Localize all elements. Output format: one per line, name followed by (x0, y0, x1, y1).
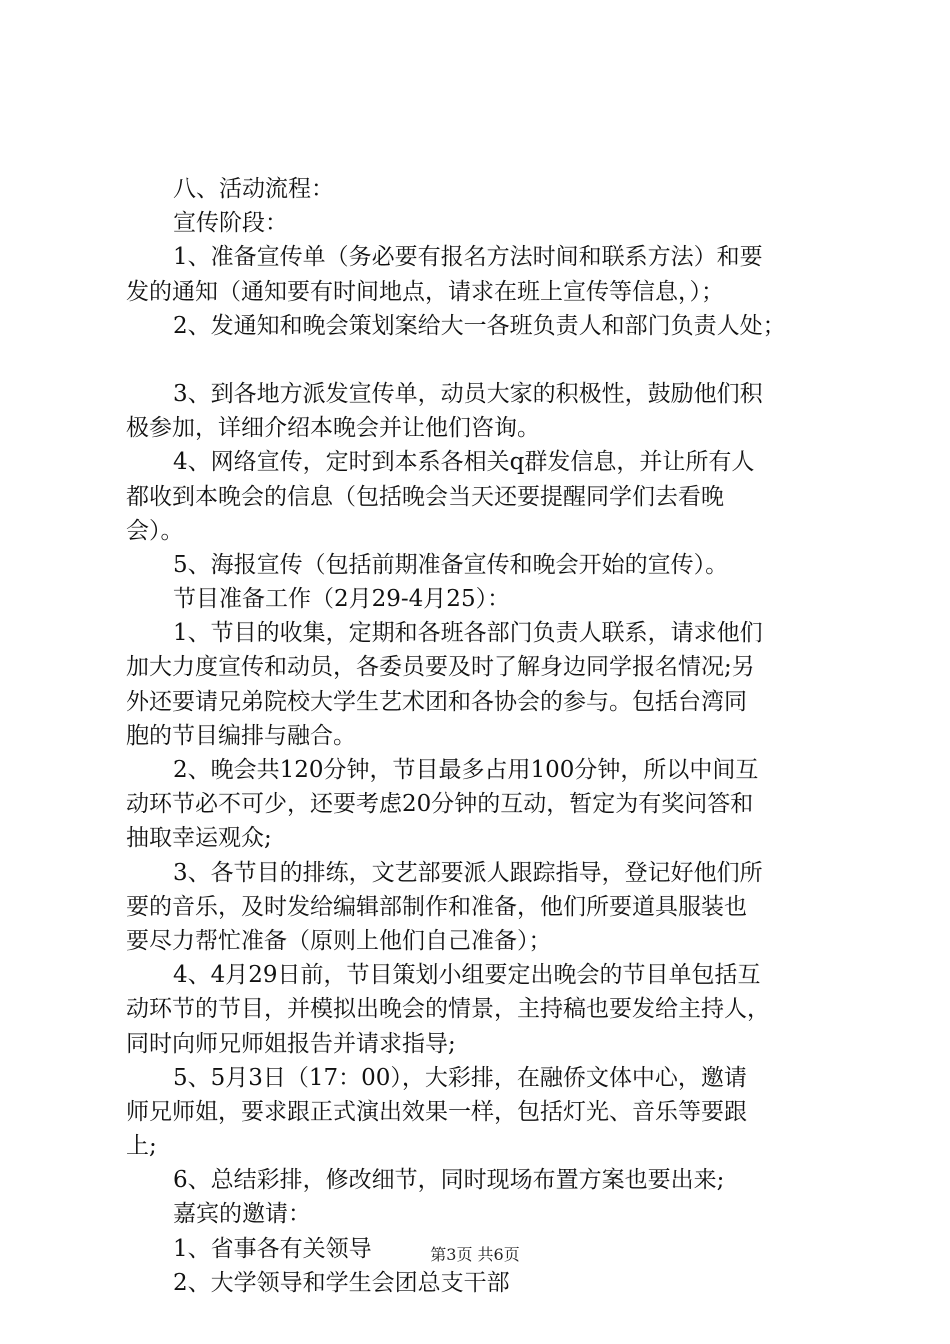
paragraph-line: 会）。 (126, 517, 184, 544)
paragraph-line: 加大力度宣传和动员，各委员要及时了解身边同学报名情况;另 (126, 654, 755, 681)
subheading-program-prep: 节目准备工作（2月29-4月25）： (173, 586, 511, 613)
section-heading: 八、活动流程： (173, 176, 334, 202)
paragraph-line: 发的通知（通知要有时间地点，请求在班上宣传等信息，）； (126, 278, 724, 305)
subheading-guests: 嘉宾的邀请： (173, 1201, 311, 1228)
paragraph-line: 5、5月3日（17：00），大彩排，在融侨文体中心，邀请 (173, 1064, 747, 1091)
paragraph-line: 6、总结彩排，修改细节，同时现场布置方案也要出来; (173, 1167, 725, 1194)
document-body (126, 172, 846, 1300)
paragraph-line: 2、发通知和晚会策划案给大一各班负责人和部门负责人处； (173, 312, 786, 339)
paragraph-line: 同时向师兄师姐报告并请求指导; (126, 1030, 456, 1057)
paragraph-line: 要的音乐，及时发给编辑部制作和准备，他们所要道具服装也 (126, 893, 747, 920)
paragraph-line: 师兄师姐，要求跟正式演出效果一样，包括灯光、音乐等要跟 (126, 1098, 747, 1125)
paragraph-line: 4、4月29日前，节目策划小组要定出晚会的节目单包括互 (173, 962, 761, 989)
paragraph-line: 2、晚会共120分钟，节目最多占用100分钟，所以中间互 (173, 757, 759, 783)
paragraph-line: 1、省事各有关领导 (173, 1235, 372, 1262)
subheading-publicity: 宣传阶段： (173, 210, 288, 237)
paragraph-line: 要尽力帮忙准备（原则上他们自己准备）； (126, 927, 552, 954)
paragraph-line: 4、网络宣传，定时到本系各相关q群发信息，并让所有人 (173, 449, 755, 476)
paragraph-line: 1、节目的收集，定期和各班各部门负责人联系，请求他们 (173, 620, 763, 647)
paragraph-line: 1、准备宣传单（务必要有报名方法时间和联系方法）和要 (173, 244, 763, 271)
paragraph-line: 极参加，详细介绍本晚会并让他们咨询。 (126, 415, 540, 442)
paragraph-line: 外还要请兄弟院校大学生艺术团和各协会的参与。包括台湾同 (126, 688, 747, 715)
paragraph-line: 5、海报宣传（包括前期准备宣传和晚会开始的宣传）。 (173, 551, 729, 578)
paragraph-line: 3、各节目的排练，文艺部要派人跟踪指导，登记好他们所 (173, 859, 763, 886)
paragraph-line: 上; (126, 1133, 157, 1160)
paragraph-line: 抽取幸运观众; (126, 825, 272, 852)
paragraph-line: 2、大学领导和学生会团总支干部 (173, 1269, 510, 1296)
paragraph-line: 都收到本晚会的信息（包括晚会当天还要提醒同学们去看晚 (126, 483, 724, 510)
paragraph-line: 动环节的节目，并模拟出晚会的情景，主持稿也要发给主持人， (126, 996, 770, 1023)
paragraph-line: 3、到各地方派发宣传单，动员大家的积极性，鼓励他们积 (173, 380, 763, 407)
paragraph-line: 胞的节目编排与融合。 (126, 722, 356, 749)
paragraph-line: 动环节必不可少，还要考虑20分钟的互动，暂定为有奖问答和 (126, 791, 754, 818)
page-number-footer: 第3页 共6页 (430, 1245, 520, 1264)
